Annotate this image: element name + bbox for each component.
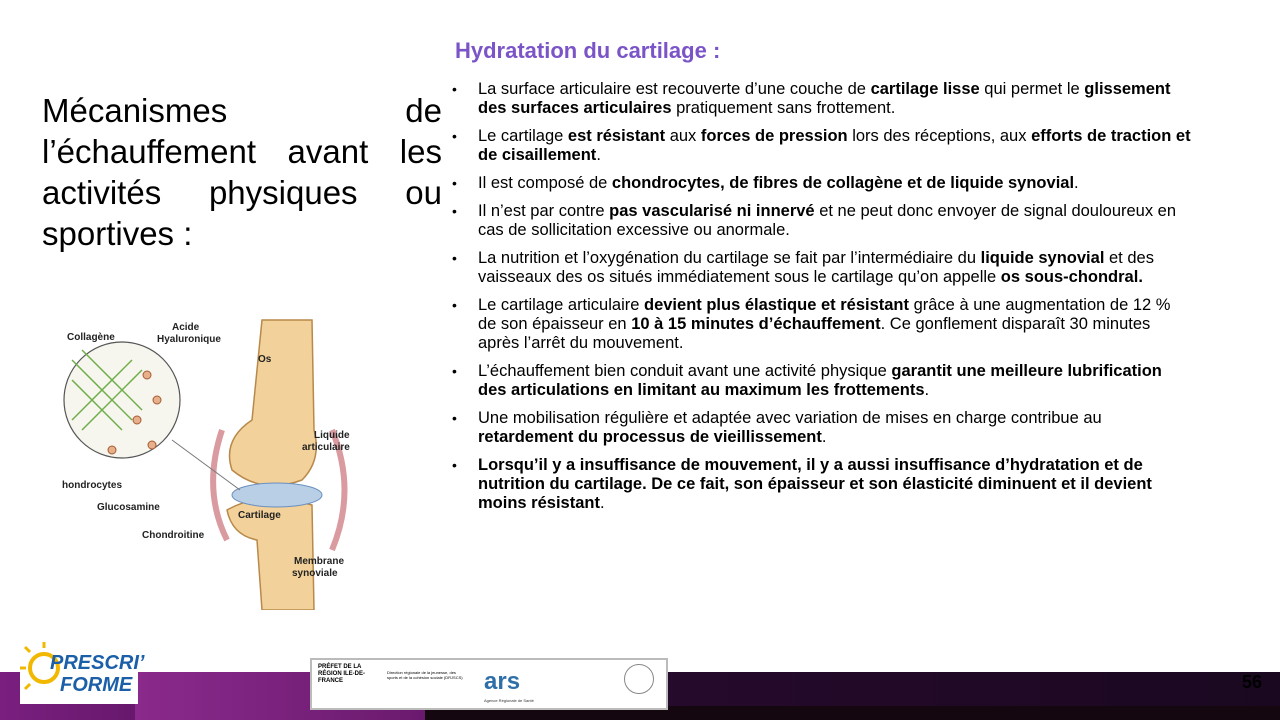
cartilage-zone — [232, 483, 322, 507]
bullet-dot: • — [452, 203, 457, 219]
bullet-dot: • — [452, 297, 457, 313]
bullet-text: Lorsqu’il y a insuffisance de mouvement, il y a aussi insuffisance d’hydratation et de nutrition du cartilage. De ce fait, son épaisseur et son élasticité diminuent et il devient moins résistant — [478, 456, 1152, 512]
bullet-dot: • — [452, 410, 457, 426]
bullet-item — [452, 249, 1192, 287]
bullet-item — [452, 409, 1192, 447]
bullet-text: . Ce gonflement disparaît 30 minutes après l’arrêt du mouvement. — [478, 315, 1151, 352]
drjscs-text: Direction régionale de la jeunesse, des sports et de la cohésion sociale (DRJSCS) — [387, 670, 463, 680]
cartilage-illustration — [62, 310, 362, 610]
label-synoviale: synoviale — [292, 568, 338, 579]
bullet-text: garantit une meilleure lubrification des articulations en limitant au maximum les frottements — [478, 362, 1162, 399]
bone-upper — [230, 320, 317, 486]
bullet-text: aux — [665, 127, 701, 145]
bullet-item — [452, 456, 1192, 513]
bullet-item — [452, 80, 1192, 118]
prescri-line2: FORME — [60, 674, 133, 696]
bullet-text: retardement du processus de vieillissement — [478, 428, 822, 446]
bullet-item — [452, 202, 1192, 240]
bullet-text: La nutrition et l’oxygénation du cartilage se fait par l’intermédiaire du — [478, 249, 981, 267]
section-heading: Hydratation du cartilage : — [455, 38, 721, 63]
label-os: Os — [258, 354, 272, 365]
label-collagene: Collagène — [67, 332, 115, 343]
bullet-text: Il n’est par contre — [478, 202, 610, 220]
bullet-text: liquide synovial — [980, 249, 1105, 267]
prescri-line1: PRESCRI’ — [50, 652, 145, 674]
bullet-text: Une mobilisation régulière et adaptée avec variation de mises en charge contribue au — [478, 409, 1102, 427]
bullet-text: . — [599, 494, 605, 512]
bullet-dot: • — [452, 128, 457, 144]
bullet-dot: • — [452, 363, 457, 379]
bullet-item — [452, 296, 1192, 353]
label-articulaire: articulaire — [302, 442, 350, 453]
ars-logo: ars — [484, 668, 521, 695]
label-glucosamine: Glucosamine — [97, 502, 160, 513]
zoom-circle — [64, 342, 180, 458]
bullet-dot: • — [452, 457, 457, 473]
bullet-text: grâce à une augmentation de 12 % de son épaisseur en — [478, 296, 1171, 333]
bullet-dot: • — [452, 250, 457, 266]
bullet-text: cartilage lisse — [870, 80, 980, 98]
bullet-text: os sous-chondral. — [1000, 268, 1143, 286]
prefet-logo-text: PRÉFET DE LA RÉGION ILE-DE-FRANCE — [318, 664, 366, 684]
label-membrane: Membrane — [294, 556, 345, 567]
bullet-text: Il est composé de — [478, 174, 612, 192]
bullet-text: et des vaisseaux des os situés immédiatement sous le cartilage qu’on appelle — [478, 249, 1154, 286]
prescriforme-logo — [20, 632, 145, 704]
bullet-text: forces de pression — [700, 127, 848, 145]
bullet-text: pratiquement sans frottement. — [671, 99, 896, 117]
bullet-text: . — [924, 381, 930, 399]
bullet-text: Le cartilage articulaire — [478, 296, 644, 314]
slide-title: Mécanismes de l’échauffement avant les activités physiques ou sportives : — [42, 92, 442, 252]
bullet-list — [452, 80, 1192, 522]
label-chondrocytes: hondrocytes — [62, 480, 123, 491]
bullet-dot: • — [452, 81, 457, 97]
bullet-item — [452, 127, 1192, 165]
partner-logos — [310, 658, 668, 710]
bullet-text: La surface articulaire est recouverte d’une couche de — [478, 80, 871, 98]
bullet-text: et ne peut donc envoyer de signal douloureux en cas de sollicitation excessive ou anormale. — [478, 202, 1177, 239]
bullet-text: qui permet le — [979, 80, 1085, 98]
label-acide: Acide — [172, 322, 200, 333]
bullet-item — [452, 362, 1192, 400]
bullet-text: L’échauffement bien conduit avant une activité physique — [478, 362, 892, 380]
bullet-text: glissement des surfaces articulaires — [478, 80, 1171, 117]
bullet-text: chondrocytes, de fibres de collagène et de liquide synovial — [611, 174, 1075, 192]
bullet-text: devient plus élastique et résistant — [644, 296, 909, 314]
bullet-text: . — [821, 428, 827, 446]
bullet-text: efforts de traction et de cisaillement — [478, 127, 1191, 164]
page-number: 56 — [1241, 672, 1262, 692]
bullet-text: . — [1074, 174, 1079, 192]
bullet-text: lors des réceptions, aux — [847, 127, 1032, 145]
label-liquide: Liquide — [314, 430, 350, 441]
seal-icon — [624, 664, 654, 694]
bullet-item — [452, 174, 1192, 193]
label-hyaluronique: Hyaluronique — [157, 334, 221, 345]
bullet-dot: • — [452, 175, 457, 191]
label-chondroitine: Chondroitine — [142, 530, 205, 541]
bullet-text: . — [596, 146, 601, 164]
bullet-text: Le cartilage — [478, 127, 568, 145]
label-cartilage: Cartilage — [238, 510, 281, 521]
bullet-text: 10 à 15 minutes d’échauffement — [631, 315, 881, 333]
bullet-text: pas vascularisé ni innervé — [609, 202, 815, 220]
ars-subtitle: Agence Régionale de Santé — [484, 698, 534, 703]
bullet-text: est résistant — [567, 127, 666, 145]
